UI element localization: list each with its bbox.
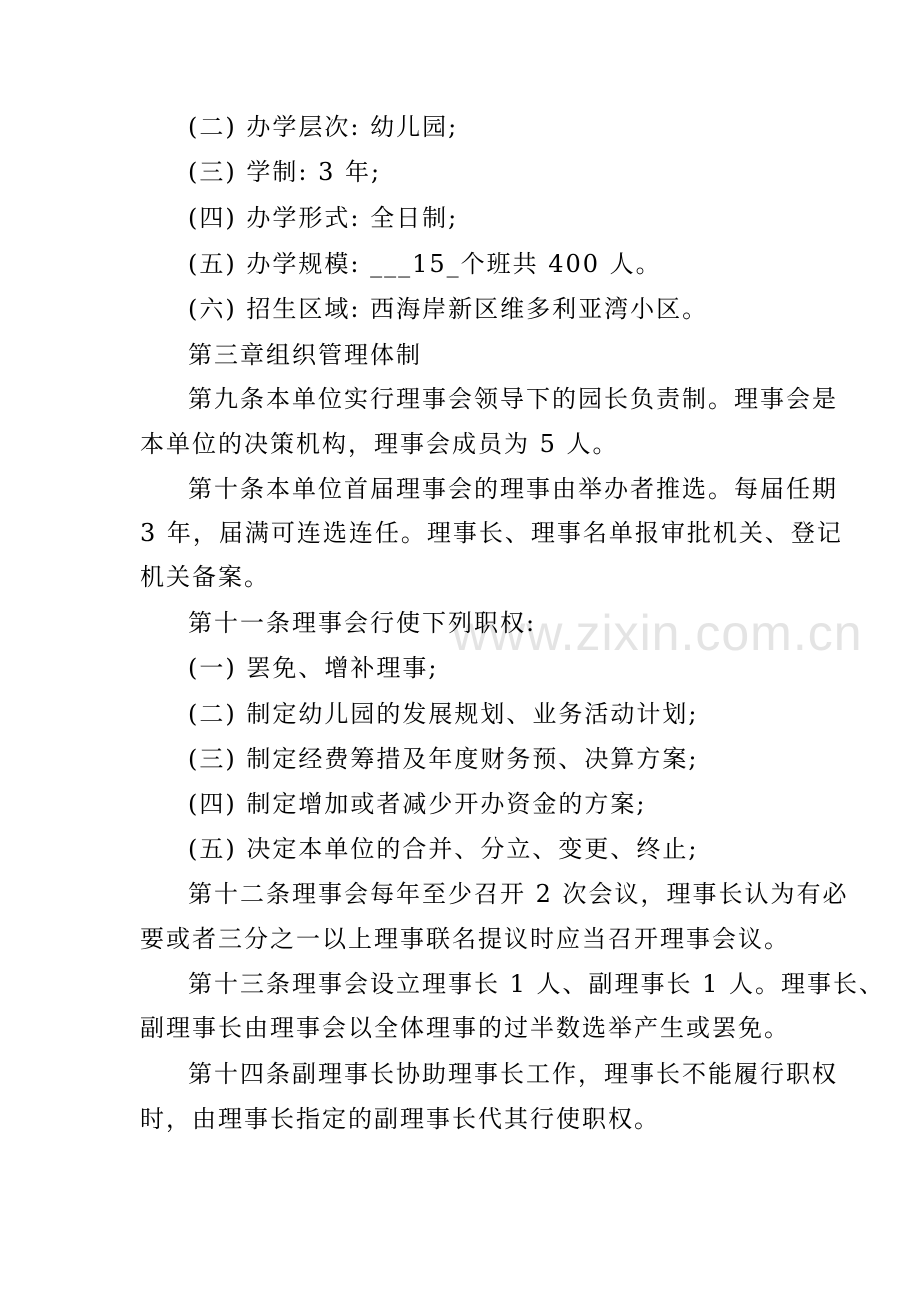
text-line: 第十一条理事会行使下列职权:	[188, 609, 537, 637]
text-line: (三) 制定经费筹措及年度财务预、决算方案;	[188, 745, 699, 773]
text-line: (四) 制定增加或者减少开办资金的方案;	[188, 790, 647, 818]
text-line: (六) 招生区域: 西海岸新区维多利亚湾小区。	[188, 295, 709, 323]
watermark: www.zixin.com.cn	[452, 605, 863, 661]
text-line: (二) 制定幼儿园的发展规划、业务活动计划;	[188, 700, 699, 728]
text-line: 第十三条理事会设立理事长 1 人、副理事长 1 人。理事长、	[188, 970, 886, 998]
text-line: 要或者三分之一以上理事联名提议时应当召开理事会议。	[140, 925, 790, 953]
text-line: 第九条本单位实行理事会领导下的园长负责制。理事会是	[188, 385, 838, 413]
text-line: 3 年，届满可连选连任。理事长、理事名单报审批机关、登记	[140, 519, 843, 547]
text-line: (五) 办学规模: ___15_个班共 400 人。	[188, 250, 662, 278]
text-line: 本单位的决策机构，理事会成员为 5 人。	[140, 430, 619, 458]
text-line: 时，由理事长指定的副理事长代其行使职权。	[140, 1105, 660, 1133]
text-line: (五) 决定本单位的合并、分立、变更、终止;	[188, 835, 699, 863]
text-line: (一) 罢免、增补理事;	[188, 654, 439, 682]
text-line: 第十四条副理事长协助理事长工作，理事长不能履行职权	[188, 1060, 838, 1088]
text-line: (二) 办学层次: 幼儿园;	[188, 113, 459, 141]
text-line: 机关备案。	[140, 563, 270, 591]
text-line: 副理事长由理事会以全体理事的过半数选举产生或罢免。	[140, 1014, 790, 1042]
text-line: 第十二条理事会每年至少召开 2 次会议，理事长认为有必	[188, 880, 849, 908]
text-line: (四) 办学形式: 全日制;	[188, 204, 459, 232]
chapter-heading: 第三章组织管理体制	[188, 341, 422, 369]
text-line: (三) 学制: 3 年;	[188, 158, 382, 186]
text-line: 第十条本单位首届理事会的理事由举办者推选。每届任期	[188, 475, 838, 503]
